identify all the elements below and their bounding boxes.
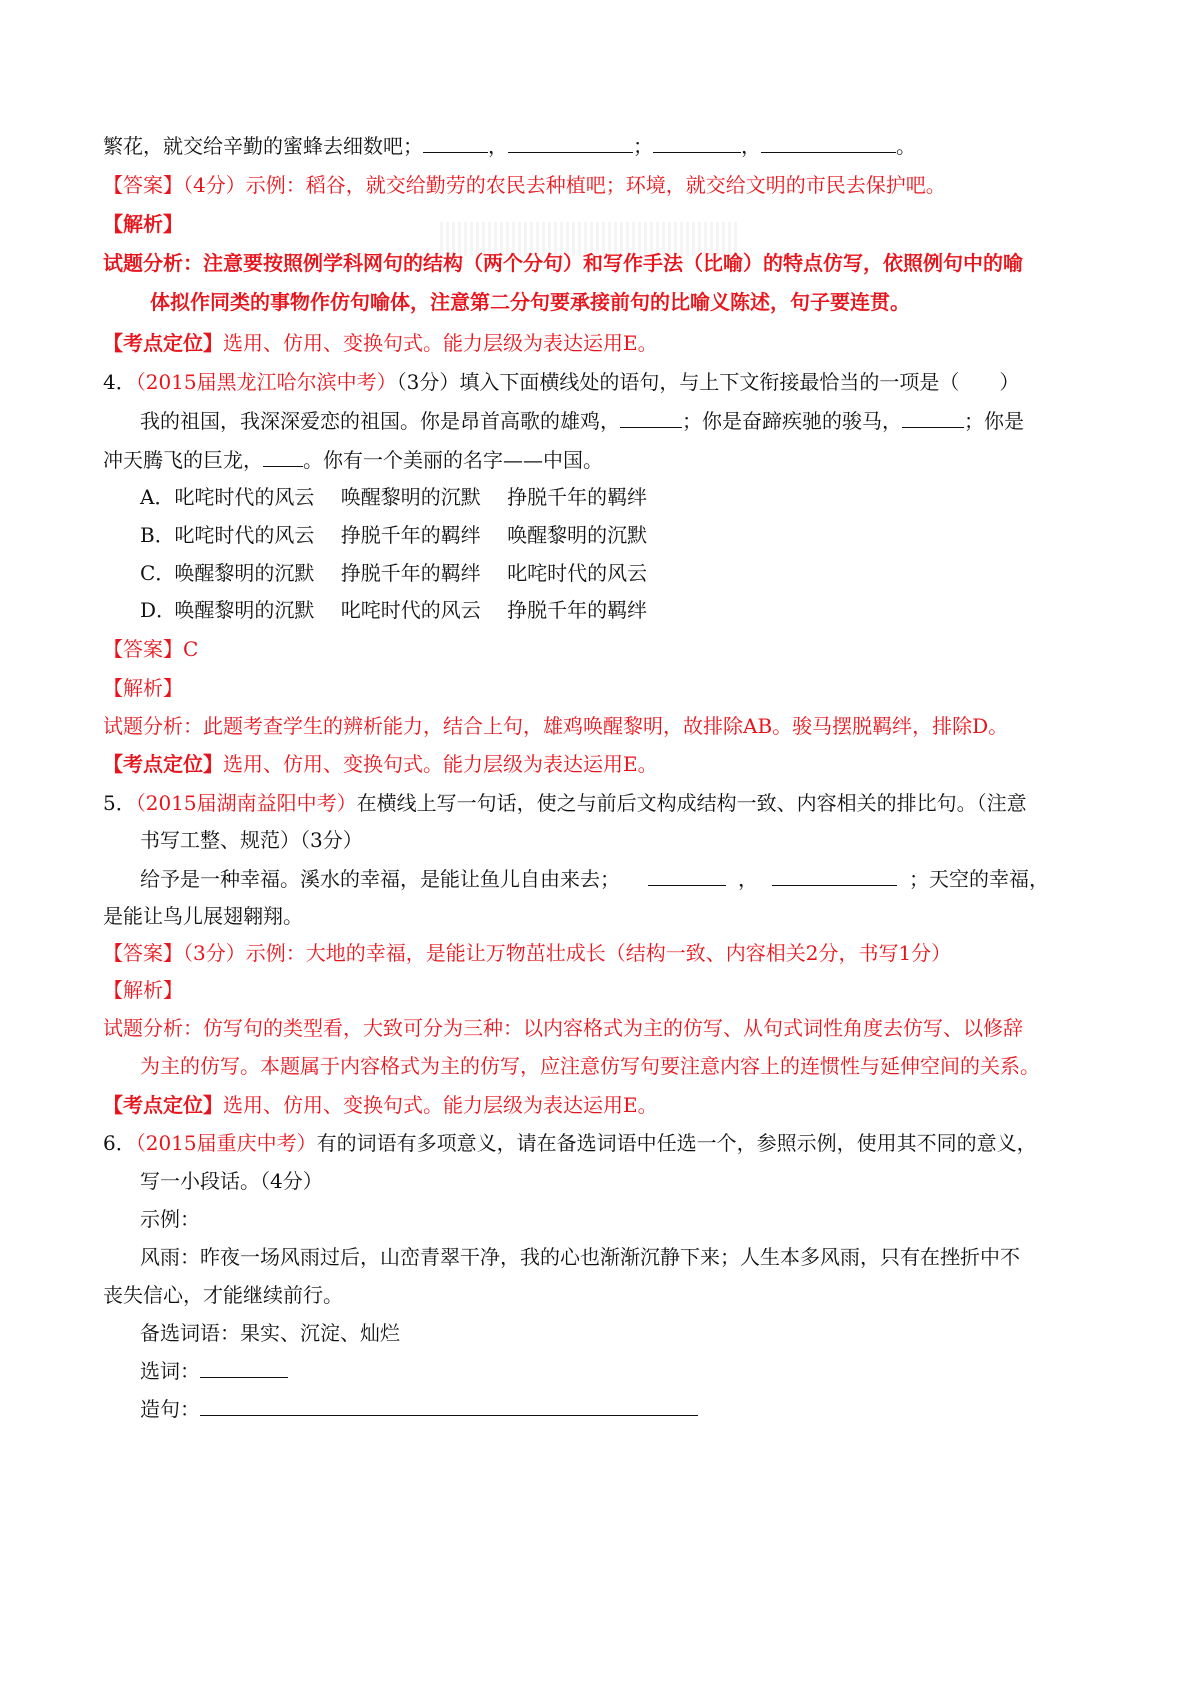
q4-analysis-text: 试题分析：此题考查学生的辨析能力，结合上句，雄鸡唤醒黎明，故排除AB。骏马摆脱羁绊，排除D。 (103, 714, 1009, 738)
q4-option-c-item-3: 叱咤时代的风云 (507, 561, 648, 585)
q3-blank-3 (653, 134, 741, 153)
q6-number: 6． (103, 1131, 136, 1155)
q3-blank-1 (423, 134, 488, 153)
q4-answer (103, 636, 198, 662)
q5-blank-2 (772, 867, 897, 886)
q4-passage-2b: 。你有一个美丽的名字——中国。 (303, 448, 603, 472)
q5-passage-1b: ， (738, 867, 758, 891)
q4-option-a-label: A． (140, 485, 175, 509)
q5-number: 5． (103, 791, 136, 815)
q5-analysis-line-2: 为主的仿写。本题属于内容格式为主的仿写，应注意仿写句要注意内容上的连惯性与延伸空间的关系。 (140, 1054, 1040, 1078)
q6-word-row (140, 1358, 288, 1384)
q6-stem (103, 1130, 1037, 1156)
q3-analysis-line-1: 试题分析：注意要按照例学科网句的结构（两个分句）和写作手法（比喻）的特点仿写，依照例句中的喻 (103, 251, 1023, 275)
q5-source: （2015届湖南益阳中考） (135, 791, 357, 815)
q4-option-c-label: C． (140, 561, 176, 585)
q4-prompt: （3分）填入下面横线处的语句，与上下文衔接最恰当的一项是（ ） (396, 370, 1020, 394)
q5-analysis-line-1: 试题分析：仿写句的类型看，大致可分为三种：以内容格式为主的仿写、从句式词性角度去仿写、以修辞 (103, 1016, 1023, 1040)
q6-sentence-blank[interactable] (200, 1397, 698, 1416)
q4-option-d-label: D． (140, 598, 177, 622)
q4-blank-1 (620, 409, 682, 428)
q3-analysis-line-2: 体拟作同类的事物作仿句喻体，注意第二分句要承接前句的比喻义陈述，句子要连贯。 (150, 290, 910, 314)
q3-keypoint-text: 选用、仿用、变换句式。能力层级为表达运用E。 (223, 331, 658, 355)
q5-passage-line-1 (140, 866, 1049, 892)
q4-passage-1b: ；你是奋蹄疾驰的骏马， (682, 409, 902, 433)
q4-keypoint-text: 选用、仿用、变换句式。能力层级为表达运用E。 (223, 752, 658, 776)
q4-stem (103, 369, 1019, 395)
q5-answer-text: （3分）示例：大地的幸福，是能让万物茁壮成长（结构一致、内容相关2分，书写1分） (183, 941, 952, 965)
q6-stem-line-2: 写一小段话。（4分） (140, 1169, 323, 1193)
q6-example-label: 示例： (140, 1207, 200, 1231)
q6-candidates: 备选词语：果实、沉淀、灿烂 (140, 1321, 400, 1345)
q4-blank-3 (263, 448, 303, 467)
q6-sentence-row (140, 1396, 698, 1422)
q5-keypoint-label: 【考点定位】 (103, 1093, 223, 1117)
q4-option-a[interactable] (140, 484, 667, 510)
q4-option-b-label: B． (140, 523, 175, 547)
q4-option-b-item-1: 叱咤时代的风云 (174, 523, 315, 547)
q4-blank-2 (902, 409, 964, 428)
q4-option-c-item-2: 挣脱千年的羁绊 (340, 561, 481, 585)
q5-keypoint-text: 选用、仿用、变换句式。能力层级为表达运用E。 (223, 1093, 658, 1117)
q4-source: （2015届黑龙江哈尔滨中考） (135, 370, 397, 394)
q6-source: （2015届重庆中考） (135, 1131, 317, 1155)
q3-blank-2 (508, 134, 633, 153)
q4-keypoint-label: 【考点定位】 (103, 752, 223, 776)
q3-sentence-line (103, 133, 916, 159)
q4-option-b-item-2: 挣脱千年的羁绊 (340, 523, 481, 547)
q4-option-d-item-2: 叱咤时代的风云 (340, 598, 481, 622)
q4-option-c[interactable] (140, 560, 667, 586)
q5-stem-line-2: 书写工整、规范）（3分） (140, 828, 363, 852)
q4-answer-text: C (183, 637, 199, 661)
q4-answer-label: 【答案】 (103, 637, 183, 661)
q4-passage-line-2 (103, 447, 603, 473)
q4-analysis-label: 【解析】 (103, 676, 183, 700)
q3-semicolon: ； (633, 134, 653, 158)
q3-analysis-label: 【解析】 (103, 212, 183, 236)
q3-answer-text: （4分）示例：稻谷，就交给勤劳的农民去种植吧；环境，就交给文明的市民去保护吧。 (183, 173, 946, 197)
q3-keypoint (103, 330, 658, 356)
q5-passage-line-2: 是能让鸟儿展翅翱翔。 (103, 904, 303, 928)
q6-prompt: 有的词语有多项意义，请在备选词语中任选一个，参照示例，使用其不同的意义， (316, 1131, 1037, 1155)
q5-answer-label: 【答案】 (103, 941, 183, 965)
q4-passage-1c: ；你是 (964, 409, 1024, 433)
q4-passage-2a: 冲天腾飞的巨龙， (103, 448, 263, 472)
q5-keypoint (103, 1092, 658, 1118)
q4-number: 4． (103, 370, 136, 394)
q3-blank-4 (761, 134, 896, 153)
q5-prompt: 在横线上写一句话，使之与前后文构成结构一致、内容相关的排比句。（注意 (356, 791, 1027, 815)
q4-passage-1a: 我的祖国，我深深爱恋的祖国。你是昂首高歌的雄鸡， (140, 409, 620, 433)
q5-passage-1c: ；天空的幸福， (909, 867, 1049, 891)
q5-stem (103, 790, 1027, 816)
q6-word-blank[interactable] (200, 1359, 288, 1378)
q6-example-line-1: 风雨：昨夜一场风雨过后，山峦青翠干净，我的心也渐渐沉静下来；人生本多风雨，只有在挫折中不 (140, 1245, 1020, 1269)
q3-sentence: 繁花，就交给辛勤的蜜蜂去细数吧； (103, 134, 423, 158)
q4-option-a-item-2: 唤醒黎明的沉默 (340, 485, 481, 509)
q4-option-d[interactable] (140, 597, 667, 623)
q6-sentence-label: 造句： (140, 1397, 200, 1421)
q4-option-d-item-3: 挣脱千年的羁绊 (507, 598, 648, 622)
q4-option-d-item-1: 唤醒黎明的沉默 (174, 598, 315, 622)
q4-option-c-item-1: 唤醒黎明的沉默 (174, 561, 315, 585)
q4-option-b-item-3: 唤醒黎明的沉默 (507, 523, 648, 547)
q4-passage-line-1 (140, 408, 1024, 434)
q3-comma: ， (488, 134, 508, 158)
q3-answer-label: 【答案】 (103, 173, 183, 197)
q4-option-a-item-1: 叱咤时代的风云 (174, 485, 315, 509)
q4-keypoint (103, 751, 658, 777)
q3-comma-2: ， (741, 134, 761, 158)
q5-answer (103, 940, 951, 966)
q4-option-b[interactable] (140, 522, 667, 548)
q3-answer (103, 172, 946, 198)
q5-blank-1 (648, 867, 726, 886)
q3-keypoint-label: 【考点定位】 (103, 331, 223, 355)
q4-option-a-item-3: 挣脱千年的羁绊 (507, 485, 648, 509)
q5-passage-1a: 给予是一种幸福。溪水的幸福，是能让鱼儿自由来去； (140, 867, 620, 891)
q6-word-label: 选词： (140, 1359, 200, 1383)
q3-period: 。 (896, 134, 916, 158)
q6-example-line-2: 丧失信心，才能继续前行。 (103, 1283, 343, 1307)
q5-analysis-label: 【解析】 (103, 978, 183, 1002)
